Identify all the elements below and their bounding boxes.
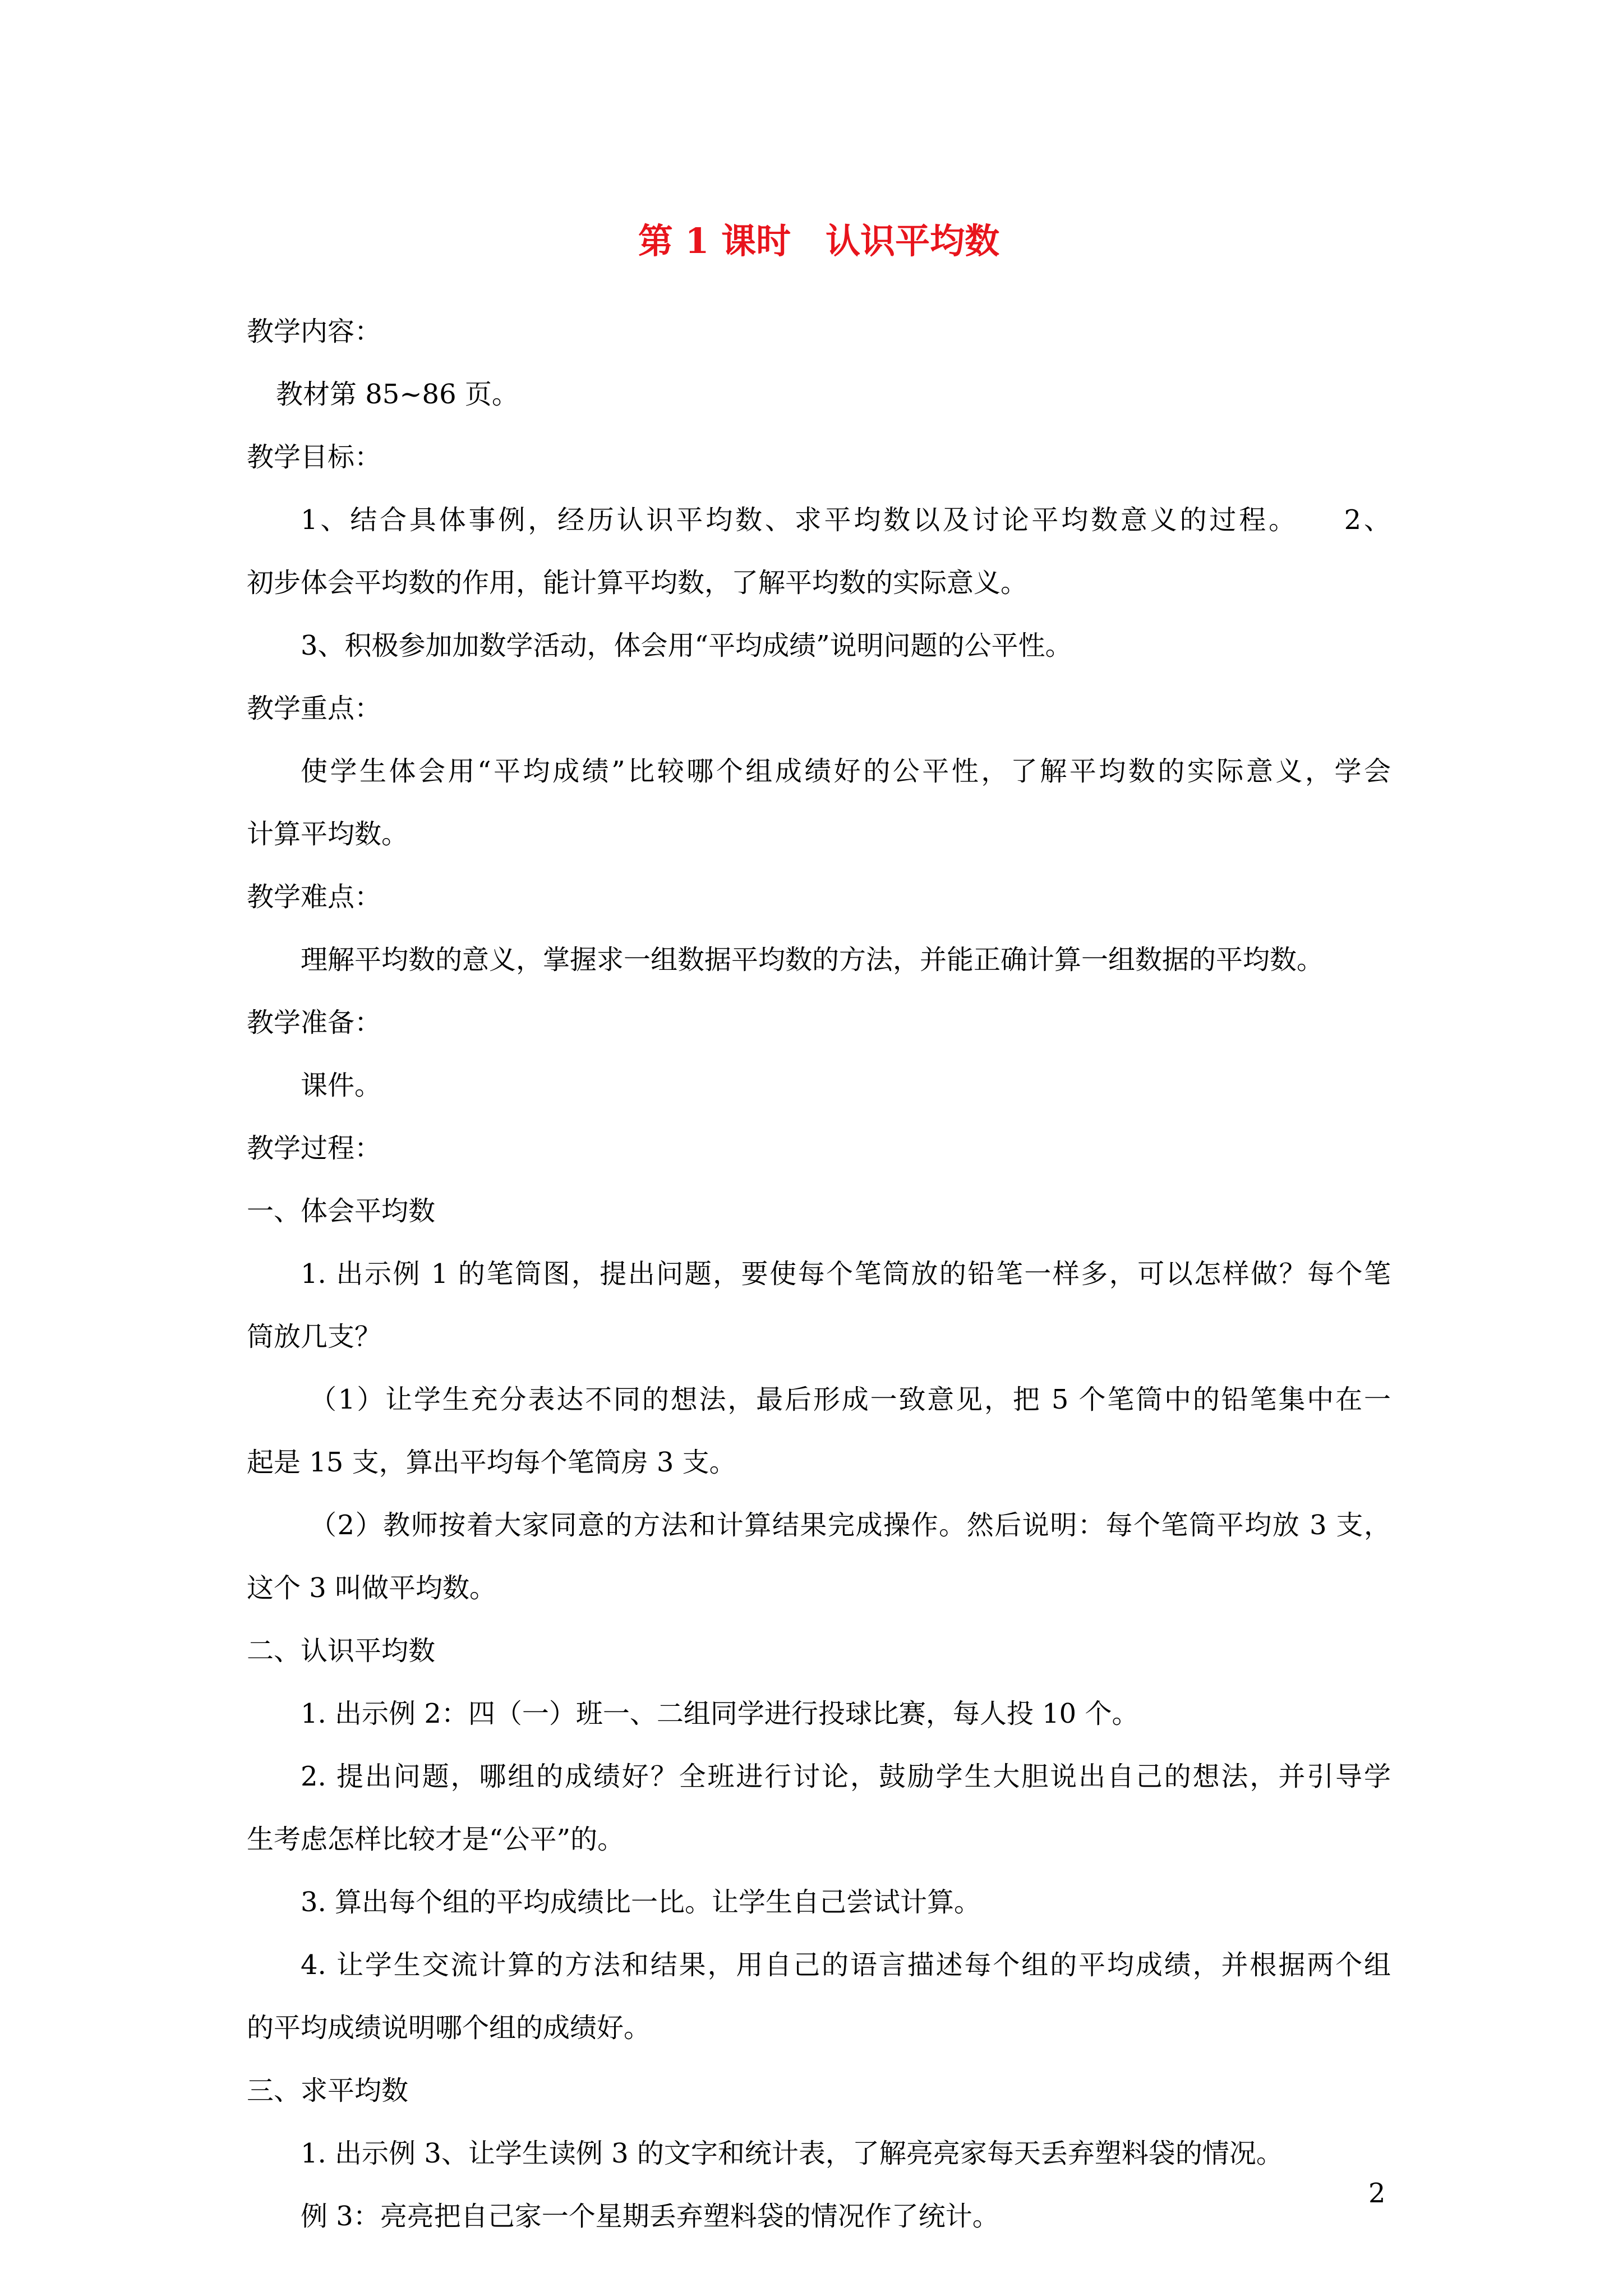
document-page	[247, 216, 1391, 2248]
part-heading-1: 一、体会平均数	[247, 1195, 436, 1227]
lesson-title: 第 1 课时 认识平均数	[638, 220, 1000, 261]
page-number: 2	[1368, 2178, 1386, 2209]
objective-line: 初步体会平均数的作用，能计算平均数，了解平均数的实际意义。	[247, 567, 1028, 599]
process-line: 4. 让学生交流计算的方法和结果，用自己的语言描述每个组的平均成绩，并根据两个组	[301, 1949, 1391, 1981]
section-heading-objectives: 教学目标：	[247, 441, 382, 473]
part-heading-2: 二、认识平均数	[247, 1635, 436, 1667]
content-text: 教材第 85~86 页。	[276, 379, 519, 410]
objective-line: 3、积极参加加数学活动，体会用“平均成绩”说明问题的公平性。	[301, 630, 1072, 661]
preparation-line: 课件。	[301, 1070, 382, 1101]
process-line: 的平均成绩说明哪个组的成绩好。	[247, 2012, 651, 2044]
process-line: 1. 出示例 2：四（一）班一、二组同学进行投球比赛，每人投 10 个。	[301, 1698, 1139, 1729]
process-line: 筒放几支？	[247, 1321, 382, 1352]
process-line: 2. 提出问题，哪组的成绩好？全班进行讨论，鼓励学生大胆说出自己的想法，并引导学	[301, 1761, 1391, 1792]
section-heading-difficulties: 教学难点：	[247, 881, 382, 913]
process-line: 例 3：亮亮把自己家一个星期丢弃塑料袋的情况作了统计。	[301, 2201, 999, 2232]
difficulties-line: 理解平均数的意义，掌握求一组数据平均数的方法，并能正确计算一组数据的平均数。	[301, 944, 1324, 976]
process-line: 起是 15 支，算出平均每个笔筒房 3 支。	[247, 1447, 736, 1478]
section-heading-preparation: 教学准备：	[247, 1007, 382, 1038]
process-line: 1. 出示例 1 的笔筒图，提出问题，要使每个笔筒放的铅笔一样多，可以怎样做？每个笔	[301, 1258, 1391, 1290]
part-heading-3: 三、求平均数	[247, 2075, 409, 2106]
objective-line: 1、结合具体事例，经历认识平均数、求平均数以及讨论平均数意义的过程。 2、	[301, 504, 1391, 536]
process-line: （1）让学生充分表达不同的想法，最后形成一致意见，把 5 个笔筒中的铅笔集中在一	[310, 1384, 1391, 1415]
process-line: 生考虑怎样比较才是“公平”的。	[247, 1824, 625, 1855]
process-line: （2）教师按着大家同意的方法和计算结果完成操作。然后说明：每个笔筒平均放 3 支，	[310, 1510, 1391, 1541]
process-line: 3. 算出每个组的平均成绩比一比。让学生自己尝试计算。	[301, 1887, 981, 1918]
key-points-line: 使学生体会用“平均成绩”比较哪个组成绩好的公平性，了解平均数的实际意义，学会	[301, 756, 1391, 787]
section-heading-content: 教学内容：	[247, 316, 382, 347]
process-line: 1. 出示例 3、让学生读例 3 的文字和统计表，了解亮亮家每天丢弃塑料袋的情况。	[301, 2138, 1283, 2169]
process-line: 这个 3 叫做平均数。	[247, 1572, 497, 1604]
key-points-line: 计算平均数。	[247, 818, 409, 850]
section-heading-process: 教学过程：	[247, 1133, 382, 1164]
section-heading-key-points: 教学重点：	[247, 693, 382, 724]
